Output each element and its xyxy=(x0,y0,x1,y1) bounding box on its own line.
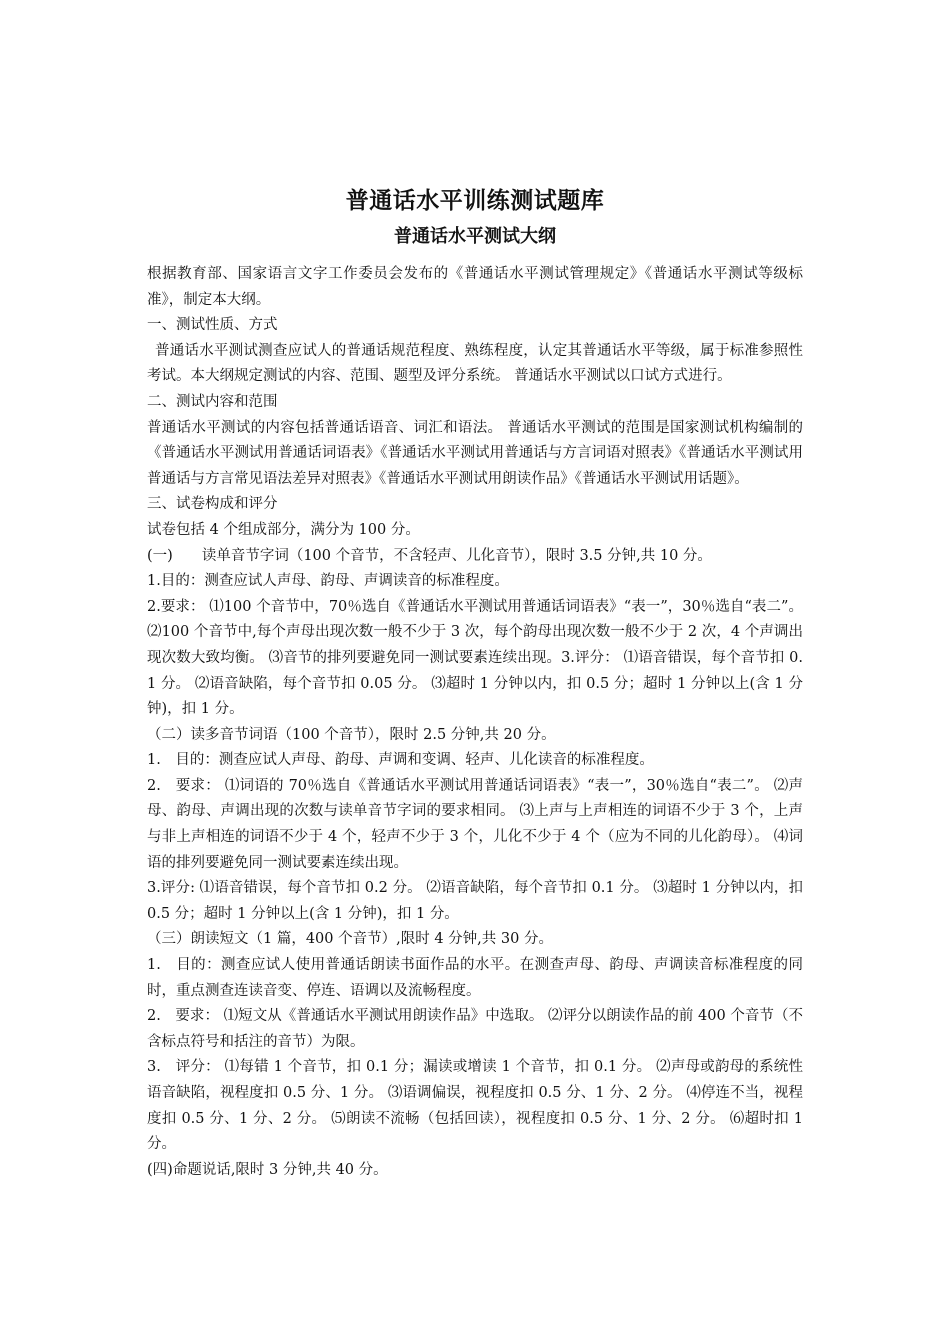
part-3-goal: 1. 目的：测查应试人使用普通话朗读书面作品的水平。在测查声母、韵母、声调读音标准程度的同时，重点测查连读音变、停连、语调以及流畅程度。 xyxy=(147,957,803,999)
part-2-goal: 1. 目的：测查应试人声母、韵母、声调和变调、轻声、儿化读音的标准程度。 xyxy=(147,752,654,769)
part-1-heading: (一) 读单音节字词（100 个音节，不含轻声、儿化音节），限时 3.5 分钟,共 10 分。 xyxy=(147,547,712,564)
section-3-paragraph: 试卷包括 4 个组成部分，满分为 100 分。 xyxy=(147,521,420,538)
document-subtitle: 普通话水平测试大纲 xyxy=(394,226,556,247)
part-1-requirements: 2.要求： ⑴100 个音节中，70％选自《普通话水平测试用普通话词语表》“表一”，30％选自“表二”。 ⑵100 个音节中,每个声母出现次数一般不少于 3 次，每个韵母出现次数一般不少于 2 次，4 个声调出现次数大致均衡。 ⑶音节的排列要避免同一测试要素连续出现。3.评分： ⑴语音错误，每个音节扣 0.1 分。 ⑵语音缺陷，每个音节扣 0.05 分。 ⑶超时 1 分钟以内，扣 0.5 分；超时 1 分钟以上(含 1 分钟)，扣 1 分。 xyxy=(147,598,803,718)
section-heading-3: 三、试卷构成和评分 xyxy=(147,496,278,513)
part-2-requirements: 2. 要求： ⑴词语的 70％选自《普通话水平测试用普通话词语表》“表一”，30％选自“表二”。 ⑵声母、韵母、声调出现的次数与读单音节字词的要求相同。 ⑶上声与上声相连的词语不少于 3 个，上声与非上声相连的词语不少于 4 个，轻声不少于 3 个，儿化不少于 4 个（应为不同的儿化韵母）。 ⑷词语的排列要避免同一测试要素连续出现。 xyxy=(147,777,803,871)
part-3-requirements: 2. 要求： ⑴短文从《普通话水平测试用朗读作品》中选取。 ⑵评分以朗读作品的前 400 个音节（不含标点符号和括注的音节）为限。 xyxy=(147,1008,803,1050)
part-3-heading: （三）朗读短文（1 篇，400 个音节）,限时 4 分钟,共 30 分。 xyxy=(147,931,553,948)
section-heading-1: 一、测试性质、方式 xyxy=(147,317,278,334)
document-body xyxy=(147,262,803,1183)
part-2-scoring: 3.评分: ⑴语音错误，每个音节扣 0.2 分。 ⑵语音缺陷，每个音节扣 0.1 分。 ⑶超时 1 分钟以内，扣 0.5 分；超时 1 分钟以上(含 1 分钟)，扣 1 分。 xyxy=(147,880,803,922)
part-1-goal: 1.目的：测查应试人声母、韵母、声调读音的标准程度。 xyxy=(147,573,509,590)
document-title: 普通话水平训练测试题库 xyxy=(345,188,605,214)
part-3-scoring: 3. 评分： ⑴每错 1 个音节，扣 0.1 分；漏读或增读 1 个音节，扣 0.1 分。 ⑵声母或韵母的系统性语音缺陷，视程度扣 0.5 分、1 分。 ⑶语调偏误，视程度扣 0.5 分、1 分、2 分。 ⑷停连不当，视程度扣 0.5 分、1 分、2 分。 ⑸朗读不流畅（包括回读），视程度扣 0.5 分、1 分、2 分。 ⑹超时扣 1 分。 xyxy=(147,1059,803,1153)
section-heading-2: 二、测试内容和范围 xyxy=(147,393,278,410)
part-4-heading: (四)命题说话,限时 3 分钟,共 40 分。 xyxy=(147,1161,388,1178)
part-2-heading: （二）读多音节词语（100 个音节），限时 2.5 分钟,共 20 分。 xyxy=(147,726,556,743)
section-2-paragraph: 普通话水平测试的内容包括普通话语音、词汇和语法。 普通话水平测试的范围是国家测试机构编制的《普通话水平测试用普通话词语表》《普通话水平测试用普通话与方言词语对照表》《普通话水平测试用普通话与方言常见语法差异对照表》《普通话水平测试用朗读作品》《普通话水平测试用话题》。 xyxy=(147,419,803,487)
section-1-paragraph: 普通话水平测试测查应试人的普通话规范程度、熟练程度，认定其普通话水平等级，属于标准参照性考试。本大纲规定测试的内容、范围、题型及评分系统。 普通话水平测试以口试方式进行。 xyxy=(147,342,803,385)
intro-paragraph: 根据教育部、国家语言文字工作委员会发布的《普通话水平测试管理规定》《普通话水平测试等级标准》，制定本大纲。 xyxy=(147,266,803,308)
document-page xyxy=(147,184,803,1183)
